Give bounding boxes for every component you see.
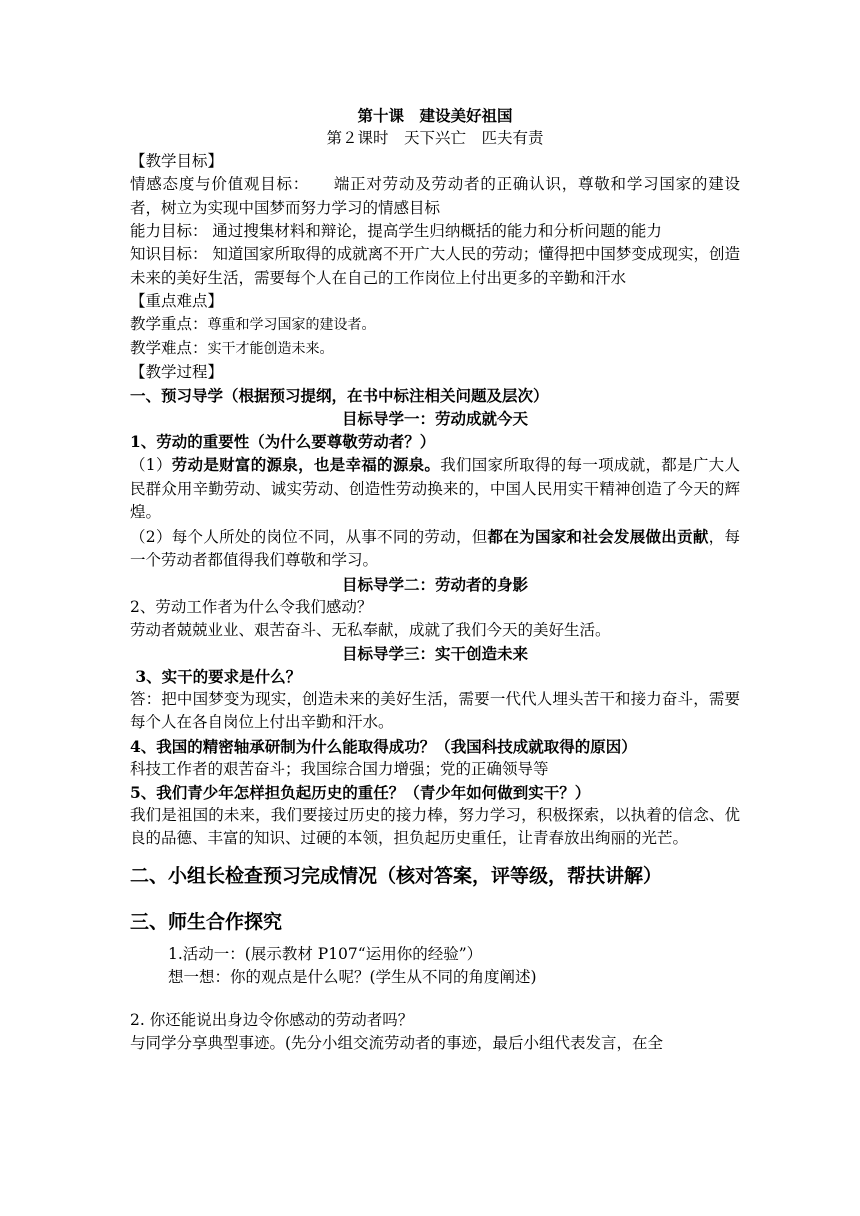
goal3-heading: 目标导学三：实干创造未来 [341,643,528,663]
difficult-point [130,337,740,361]
answer2-rest: ，每一个劳动者都值得我们尊敬和学习。 [130,527,740,569]
goal2-heading: 目标导学二：劳动者的身影 [341,574,528,594]
answer1-para1 [130,453,740,525]
document-page [130,100,740,1055]
activity2: 2. 你还能说出身边令你感动的劳动者吗？ [130,1010,414,1029]
answer2-bold: 都在为国家和社会发展做出贡献 [487,526,709,546]
question2: 2、劳动工作者为什么令我们感动？ [130,597,373,616]
answer1-prefix: （1） [130,456,172,474]
emotion-objective: 情感态度与价值观目标： 端正对劳动及劳动者的正确认识，尊敬和学习国家的建设者，树立为实现中国梦而努力学习的情感目标 [130,175,740,217]
knowledge-objective: 知识目标： 知道国家所取得的成就离不开广大人民的劳动；懂得把中国梦变成现实，创造未来的美好生活，需要每个人在自己的工作岗位上付出更多的辛勤和汗水 [130,245,740,287]
section2-title: 二、小组长检查预习完成情况（核对答案，评等级，帮扶讲解） [130,864,663,887]
answer1-rest: 我们国家所取得的每一项成就，都是广大人民群众用辛勤劳动、诚实劳动、创造性劳动换来的，中国人民用实干精神创造了今天的辉煌。 [130,456,740,521]
answer-q3: 答：把中国梦变为现实，创造未来的美好生活，需要一代代人埋头苦干和接力奋斗，需要每个人在各自岗位上付出辛勤和汗水。 [130,689,740,731]
lesson-title: 第十课 建设美好祖国 [357,106,513,125]
answer1-para2 [130,525,740,573]
activity1: 1.活动一：(展示教材 P107“运用你的经验”） [168,944,483,963]
section1-title: 一、预习导学（根据预习提纲，在书中标注相关问题及层次） [130,386,549,405]
objectives-header: 【教学目标】 [130,152,224,170]
section3-title: 三、师生合作探究 [130,910,283,933]
question4: 4、我国的精密轴承研制为什么能取得成功？（我国科技成就取得的原因） [130,736,637,756]
answer-q4: 科技工作者的艰苦奋斗；我国综合国力增强；党的正确领导等 [130,759,549,778]
question3: 3、实干的要求是什么？ [130,666,302,686]
question1: 1、劳动的重要性（为什么要尊敬劳动者？） [130,432,436,451]
activity1-question: 想一想：你的观点是什么呢？(学生从不同的角度阐述) [168,967,537,986]
answer-q5: 我们是祖国的未来，我们要接过历史的接力棒，努力学习，积极探索，以执着的信念、优良的品德、丰富的知识、过硬的本领，担负起历史重任，让青春放出绚丽的光芒。 [130,805,740,847]
key-label: 教学重点： [130,315,208,333]
question5: 5、我们青少年怎样担负起历史的重任？（青少年如何做到实干？） [130,782,591,802]
key-point [130,313,740,337]
diff-text: 实干才能创造未来。 [207,341,334,357]
lesson-subtitle: 第２课时 天下兴亡 匹夫有责 [326,129,544,147]
activity2-text: 与同学分享典型事迹。(先分小组交流劳动者的事迹，最后小组代表发言，在全 [130,1033,664,1052]
goal1-heading: 目标导学一：劳动成就今天 [341,409,528,428]
key-text: 尊重和学习国家的建设者。 [207,317,376,333]
answer2-prefix: （2）每个人所处的岗位不同，从事不同的劳动，但 [130,527,488,546]
keypoints-header: 【重点难点】 [130,292,224,310]
diff-label: 教学难点： [130,339,208,357]
answer1-bold: 劳动是财富的源泉，也是幸福的源泉。 [171,455,441,474]
process-header: 【教学过程】 [130,363,224,381]
ability-objective: 能力目标： 通过搜集材料和辩论，提高学生归纳概括的能力和分析问题的能力 [130,222,662,240]
answer-q2: 劳动者兢兢业业、艰苦奋斗、无私奉献，成就了我们今天的美好生活。 [130,620,611,639]
